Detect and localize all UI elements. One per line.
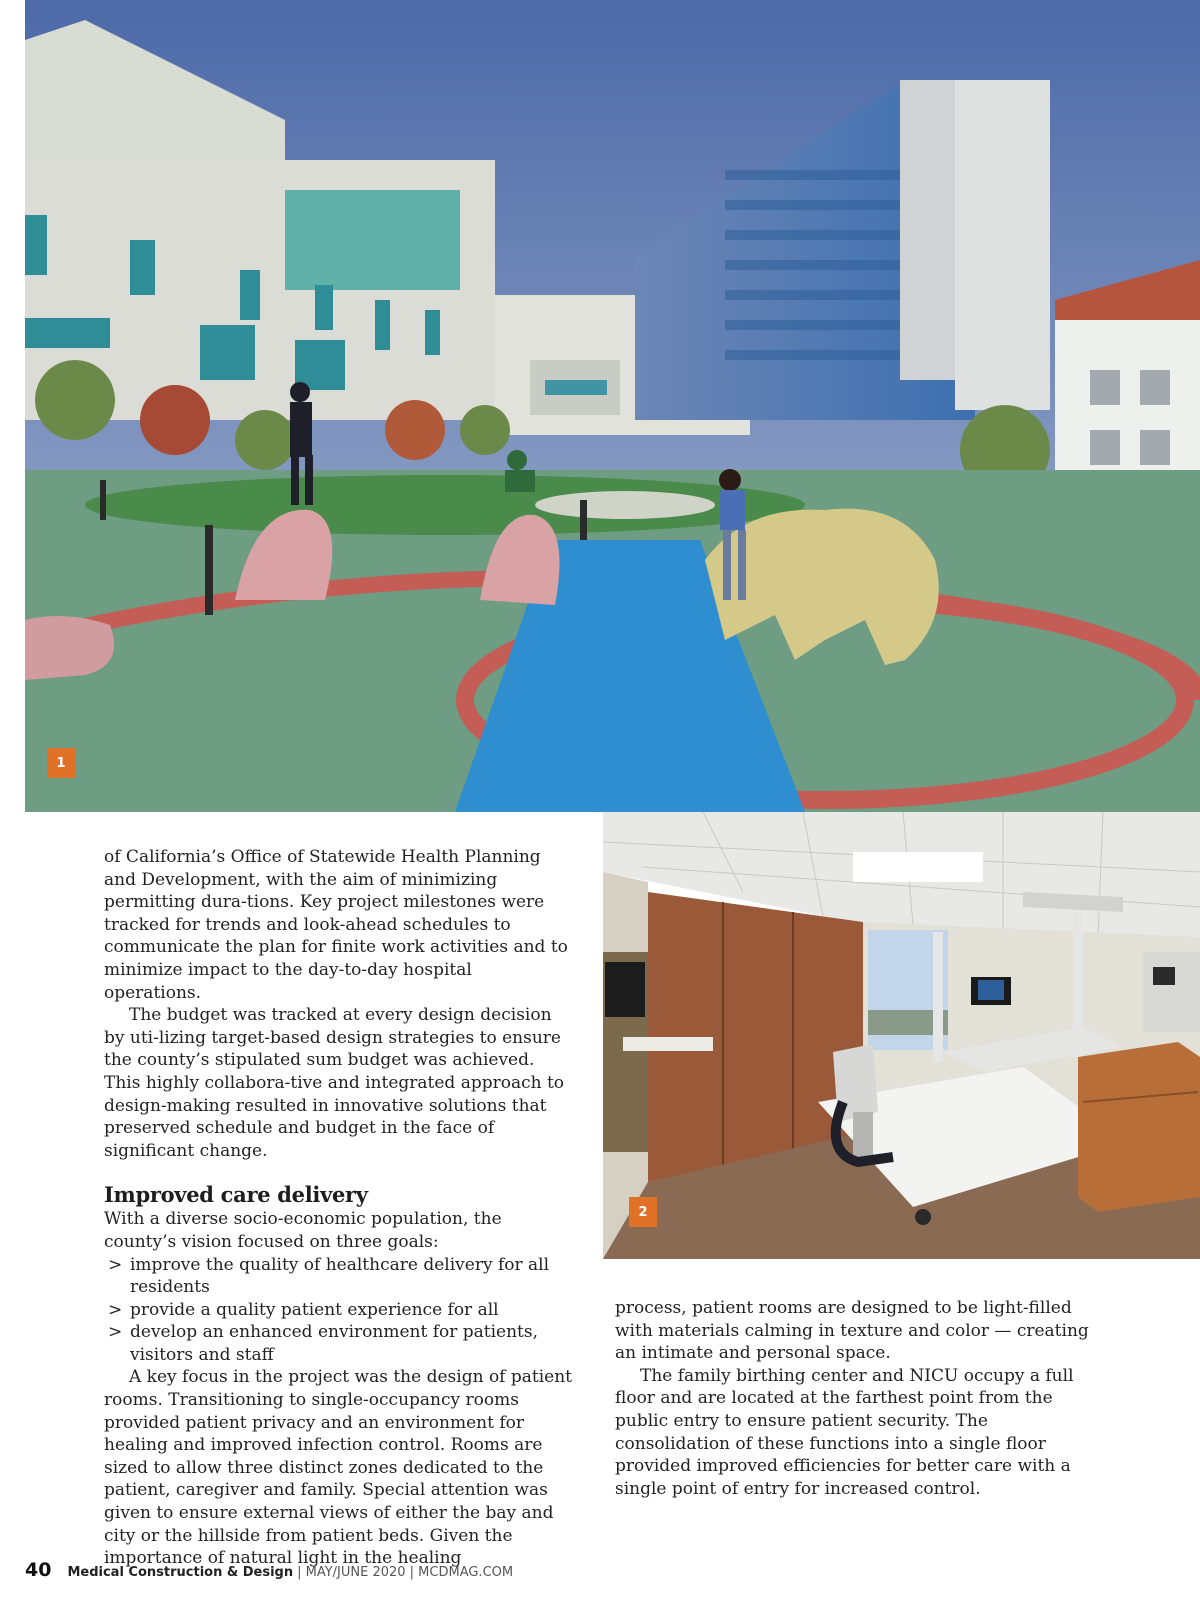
body-paragraph: of California’s Office of Statewide Health Planning and Development, with the aim of minimizing permitting dura-tions. Key project milestones were tracked for trends and look-ahead schedules to communicate the plan for finite work activities and to minimize impact to the day-to-day hospital operations. — [104, 847, 568, 1003]
left-text-column — [104, 846, 574, 1570]
bullet-marker: > — [108, 1299, 123, 1320]
body-paragraph: With a diverse socio-economic population, the county’s vision focused on three goals: — [104, 1209, 502, 1252]
list-item — [104, 1299, 574, 1322]
goals-list — [104, 1254, 574, 1367]
body-paragraph: A key focus in the project was the design of patient rooms. Transitioning to single-occupancy rooms provided patient privacy and an environment for healing and improved infection control. Rooms are sized to allow three distinct zones dedicated to the patient, caregiver and family. Special attention was given to ensure external views of either the bay and city or the hillside from patient beds. Given the importance of natural light in the healing — [104, 1367, 572, 1569]
patient-room-illustration — [603, 812, 1200, 1259]
patient-room-photo — [603, 812, 1200, 1259]
photo-number-badge: 2 — [629, 1197, 657, 1227]
body-paragraph: process, patient rooms are designed to be light-filled with materials calming in texture and color — creating an intimate and personal space. — [615, 1298, 1089, 1364]
issue-info: | MAY/JUNE 2020 | MCDMAG.COM — [297, 1565, 514, 1580]
list-item — [104, 1254, 574, 1299]
publication-name: Medical Construction & Design — [67, 1565, 294, 1580]
list-item — [104, 1321, 574, 1366]
list-item-text: improve the quality of healthcare delivery for all residents — [130, 1254, 550, 1298]
page-number: 40 — [25, 1559, 52, 1581]
right-text-column — [615, 1297, 1095, 1500]
courtyard-illustration — [25, 0, 1200, 812]
body-paragraph: The family birthing center and NICU occupy a full floor and are located at the farthest point from the public entry to ensure patient security. The consolidation of these functions into a single floor provided improved efficiencies for better care with a single point of entry for increased control. — [615, 1365, 1074, 1499]
bullet-marker: > — [108, 1254, 123, 1275]
photo-number-badge: 1 — [47, 748, 75, 778]
section-subhead: Improved care delivery — [104, 1182, 368, 1208]
courtyard-photo — [25, 0, 1200, 812]
bullet-marker: > — [108, 1322, 123, 1343]
page-footer — [25, 1559, 513, 1589]
list-item-text: develop an enhanced environment for patients, visitors and staff — [130, 1322, 538, 1365]
list-item-text: provide a quality patient experience for all — [130, 1299, 499, 1320]
body-paragraph: The budget was tracked at every design decision by uti-lizing target-based design strategies to ensure the county’s stipulated sum budget was achieved. This highly collabora-tive and integrated approach to design-making resulted in innovative solutions that preserved schedule and budget in the face of significant change. — [104, 1005, 565, 1161]
